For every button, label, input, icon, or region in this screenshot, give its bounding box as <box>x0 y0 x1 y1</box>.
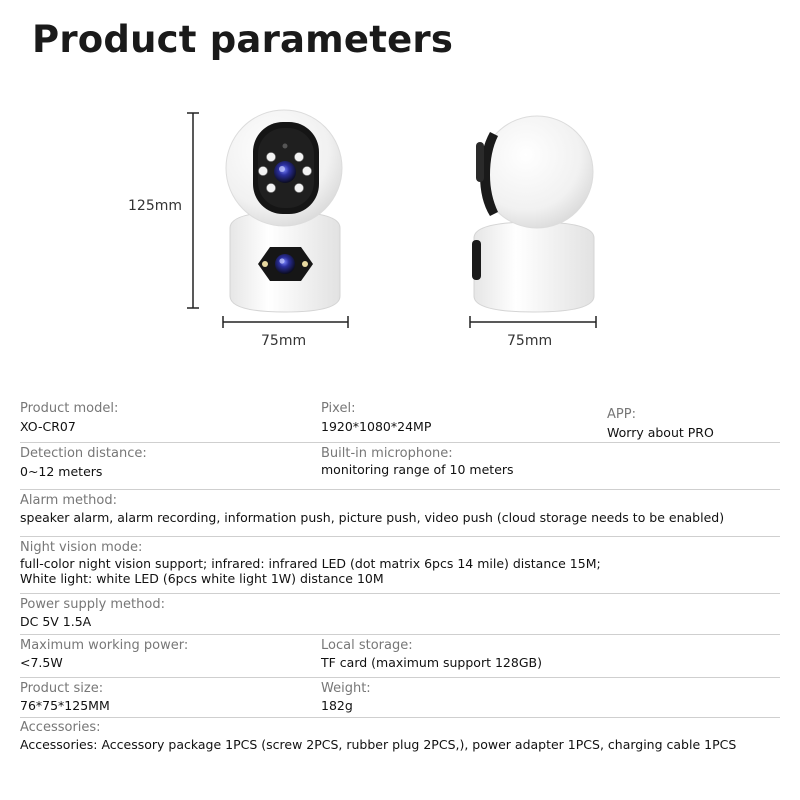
distance-value: 0~12 meters <box>20 464 103 479</box>
max-power-label: Maximum working power: <box>20 638 189 653</box>
accessories-label: Accessories: <box>20 720 101 735</box>
distance-label: Detection distance: <box>20 446 147 461</box>
weight-label: Weight: <box>321 681 371 696</box>
power-supply-label: Power supply method: <box>20 597 165 612</box>
camera-front-view <box>226 110 342 312</box>
night-vision-value-line1: full-color night vision support; infrared: infrared LED (dot matrix 6pcs 14 mile) distance 15M; <box>20 556 601 571</box>
night-vision-label: Night vision mode: <box>20 540 143 555</box>
size-value: 76*75*125MM <box>20 698 110 713</box>
side-width-dimension-line <box>470 316 596 328</box>
power-supply-value: DC 5V 1.5A <box>20 614 92 629</box>
row-divider <box>20 717 780 718</box>
weight-value: 182g <box>321 698 353 713</box>
height-dimension-line <box>187 113 199 308</box>
storage-label: Local storage: <box>321 638 413 653</box>
front-width-dimension-line <box>223 316 348 328</box>
front-width-label: 75mm <box>261 333 307 349</box>
microphone-value: monitoring range of 10 meters <box>321 462 514 477</box>
camera-side-view <box>472 116 594 312</box>
alarm-label: Alarm method: <box>20 493 117 508</box>
app-value: Worry about PRO <box>607 425 714 440</box>
row-divider <box>20 593 780 594</box>
row-divider <box>20 489 780 490</box>
height-label: 125mm <box>128 198 182 214</box>
pixel-value: 1920*1080*24MP <box>321 419 432 434</box>
max-power-value: <7.5W <box>20 655 63 670</box>
row-divider <box>20 634 780 635</box>
alarm-value: speaker alarm, alarm recording, information push, picture push, video push (cloud storage needs to be enabled) <box>20 510 725 525</box>
pixel-label: Pixel: <box>321 401 356 416</box>
side-width-label: 75mm <box>507 333 553 349</box>
model-value: XO-CR07 <box>20 419 76 434</box>
product-illustration <box>0 100 800 360</box>
app-label: APP: <box>607 407 636 422</box>
storage-value: TF card (maximum support 128GB) <box>321 655 542 670</box>
model-label: Product model: <box>20 401 119 416</box>
night-vision-value-line2: White light: white LED (6pcs white light 1W) distance 10M <box>20 571 384 586</box>
row-divider <box>20 536 780 537</box>
size-label: Product size: <box>20 681 104 696</box>
row-divider <box>20 442 780 443</box>
microphone-label: Built-in microphone: <box>321 446 453 461</box>
page-title: Product parameters <box>32 18 454 61</box>
accessories-value: Accessories: Accessory package 1PCS (screw 2PCS, rubber plug 2PCS,), power adapter 1PCS, charging cable 1PCS <box>20 737 737 752</box>
row-divider <box>20 677 780 678</box>
